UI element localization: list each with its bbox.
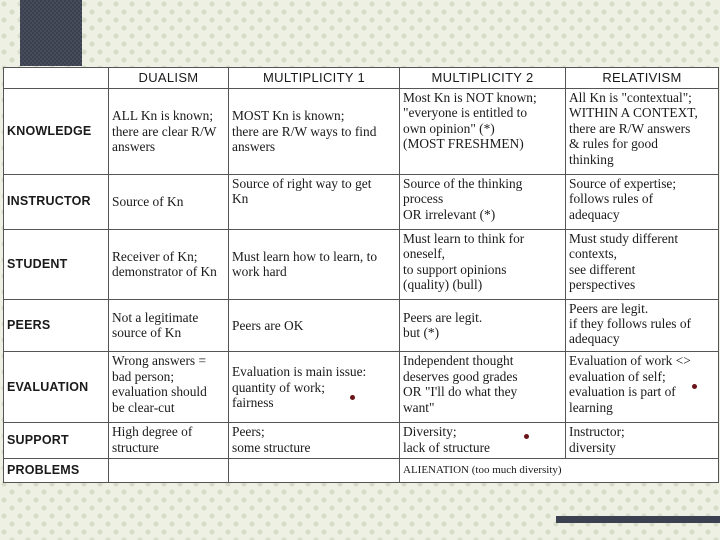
row-label-evaluation: EVALUATION bbox=[4, 352, 109, 423]
ink-mark bbox=[524, 434, 529, 439]
table-row bbox=[4, 458, 719, 482]
cell-problems-multiplicity-1 bbox=[229, 458, 400, 482]
cell-student-relativism: Must study different contexts, see different perspectives bbox=[566, 229, 719, 299]
header-corner bbox=[4, 68, 109, 89]
table-row bbox=[4, 89, 719, 175]
cell-support-multiplicity-2: Diversity; lack of structure bbox=[400, 423, 566, 458]
row-label-instructor: INSTRUCTOR bbox=[4, 175, 109, 230]
cell-support-relativism: Instructor; diversity bbox=[566, 423, 719, 458]
cell-problems-dualism bbox=[109, 458, 229, 482]
cell-instructor-multiplicity-2: Source of the thinking process OR irrelevant (*) bbox=[400, 175, 566, 230]
ink-mark bbox=[692, 384, 697, 389]
row-label-knowledge: KNOWLEDGE bbox=[4, 89, 109, 175]
cell-evaluation-multiplicity-2: Independent thought deserves good grades OR "I'll do what they want" bbox=[400, 352, 566, 423]
corner-decoration bbox=[20, 0, 82, 66]
comparison-table-container bbox=[3, 67, 718, 483]
perry-scheme-table bbox=[3, 67, 719, 483]
cell-knowledge-multiplicity-2: Most Kn is NOT known; "everyone is entitled to own opinion" (*) (MOST FRESHMEN) bbox=[400, 89, 566, 175]
ink-mark bbox=[350, 395, 355, 400]
row-label-problems: PROBLEMS bbox=[4, 458, 109, 482]
header-row bbox=[4, 68, 719, 89]
cell-evaluation-relativism: Evaluation of work <> evaluation of self; evaluation is part of learning bbox=[566, 352, 719, 423]
footer-bar-decoration bbox=[556, 516, 720, 523]
table-row bbox=[4, 229, 719, 299]
cell-knowledge-dualism: ALL Kn is known; there are clear R/W answers bbox=[109, 89, 229, 175]
cell-support-dualism: High degree of structure bbox=[109, 423, 229, 458]
cell-student-multiplicity-1: Must learn how to learn, to work hard bbox=[229, 229, 400, 299]
cell-instructor-multiplicity-1: Source of right way to get Kn bbox=[229, 175, 400, 230]
table-row bbox=[4, 423, 719, 458]
cell-peers-multiplicity-2: Peers are legit. but (*) bbox=[400, 299, 566, 352]
cell-knowledge-relativism: All Kn is "contextual"; WITHIN A CONTEXT, there are R/W answers & rules for good thinking bbox=[566, 89, 719, 175]
row-label-support: SUPPORT bbox=[4, 423, 109, 458]
header-relativism: RELATIVISM bbox=[566, 68, 719, 89]
cell-instructor-dualism: Source of Kn bbox=[109, 175, 229, 230]
table-row bbox=[4, 352, 719, 423]
cell-knowledge-multiplicity-1: MOST Kn is known; there are R/W ways to find answers bbox=[229, 89, 400, 175]
table-row bbox=[4, 175, 719, 230]
table-row bbox=[4, 299, 719, 352]
cell-peers-dualism: Not a legitimate source of Kn bbox=[109, 299, 229, 352]
row-label-peers: PEERS bbox=[4, 299, 109, 352]
cell-problems-text: ALIENATION (too much diversity) bbox=[400, 458, 719, 482]
cell-support-multiplicity-1: Peers; some structure bbox=[229, 423, 400, 458]
header-multiplicity-1: MULTIPLICITY 1 bbox=[229, 68, 400, 89]
cell-peers-relativism: Peers are legit. if they follows rules of adequacy bbox=[566, 299, 719, 352]
cell-instructor-relativism: Source of expertise; follows rules of adequacy bbox=[566, 175, 719, 230]
cell-peers-multiplicity-1: Peers are OK bbox=[229, 299, 400, 352]
header-multiplicity-2: MULTIPLICITY 2 bbox=[400, 68, 566, 89]
row-label-student: STUDENT bbox=[4, 229, 109, 299]
cell-student-dualism: Receiver of Kn; demonstrator of Kn bbox=[109, 229, 229, 299]
cell-student-multiplicity-2: Must learn to think for oneself, to support opinions (quality) (bull) bbox=[400, 229, 566, 299]
cell-evaluation-multiplicity-1: Evaluation is main issue: quantity of work; fairness bbox=[229, 352, 400, 423]
cell-evaluation-dualism: Wrong answers = bad person; evaluation should be clear-cut bbox=[109, 352, 229, 423]
header-dualism: DUALISM bbox=[109, 68, 229, 89]
